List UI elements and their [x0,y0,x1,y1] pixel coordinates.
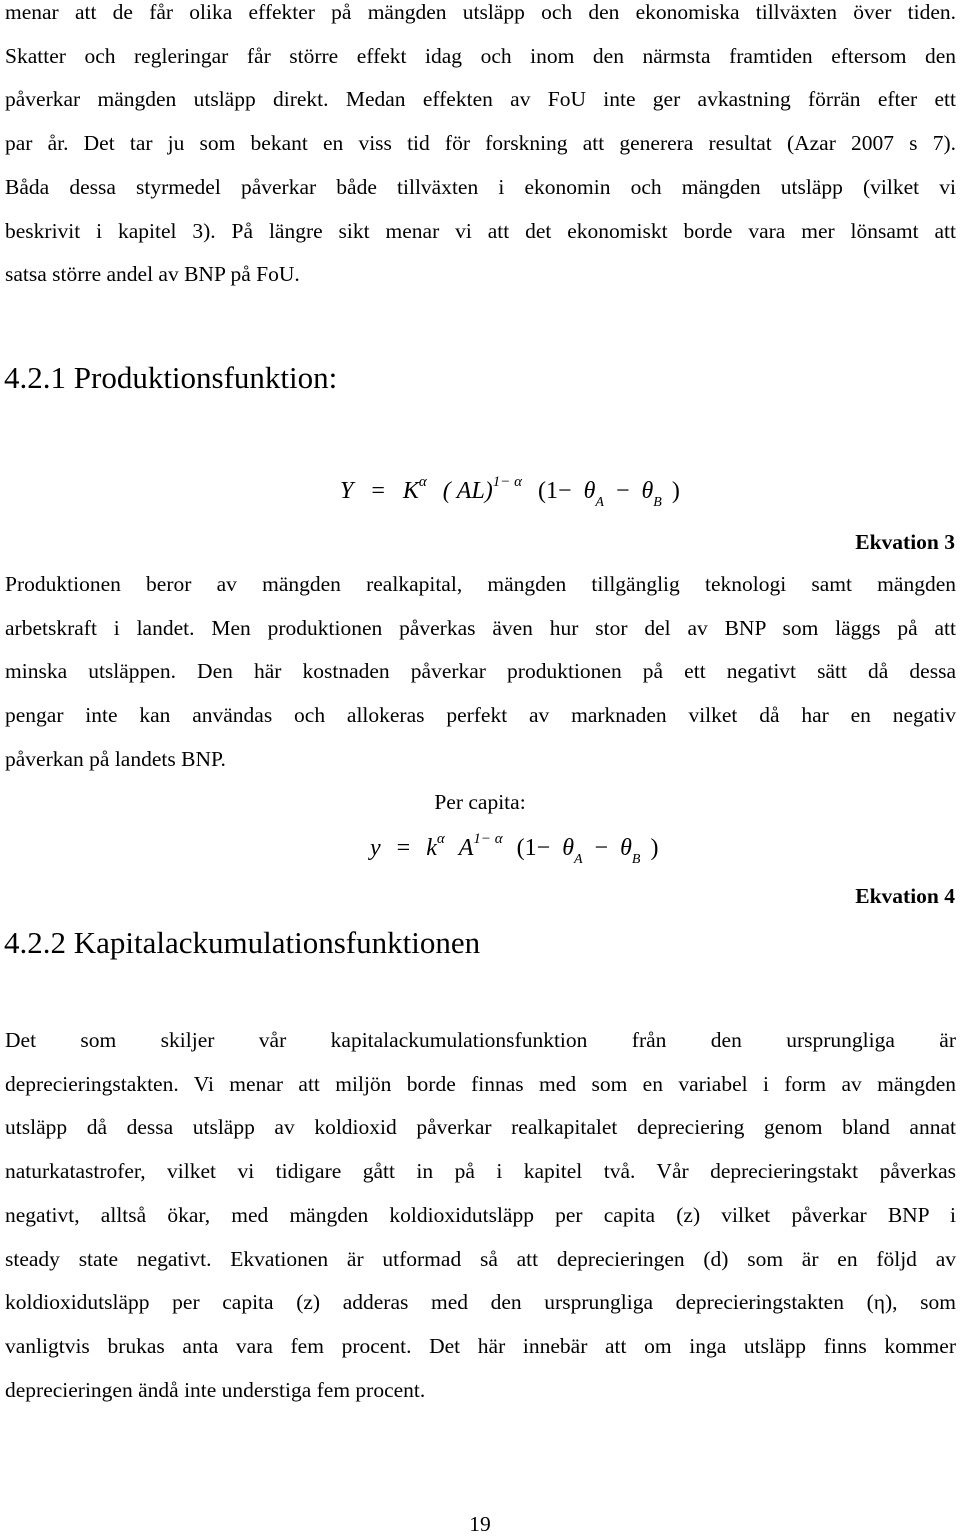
eq-symbol: = [371,478,385,504]
eq-symbol: A [458,835,474,861]
text-line: satsa större andel av BNP på FoU. [5,262,300,287]
equation-label: Ekvation 4 [855,884,955,908]
text-line: pengar inte kan användas och allokeras perfekt av marknaden vilket då har en negativ [5,703,956,728]
per-capita-equation [370,831,659,867]
text-line: Skatter och regleringar får större effekt idag och inom den närmsta framtiden eftersom den [5,43,956,68]
text-line: par år. Det tar ju som bekant en viss tid för forskning att generera resultat (Azar 2007 s 7). [5,131,956,156]
text-line: beskrivit i kapitel 3). På längre sikt menar vi att det ekonomiskt borde vara mer lönsamt att [5,218,956,243]
eq-exponent: α [418,474,427,490]
text-line: negativt, alltså ökar, med mängden koldioxidutsläpp per capita (z) vilket påverkar BNP i [5,1202,956,1227]
eq-symbol: − [615,478,630,504]
section-2-paragraph [5,1019,956,1412]
page-number: 19 [469,1512,491,1536]
eq-exponent: 1− α [492,474,523,490]
eq-subscript: B [653,495,662,510]
text-line: vanligtvis brukas anta vara fem procent. Det här innebär att om inga utsläpp finns kommer [5,1333,956,1358]
eq-symbol: ) [671,478,680,504]
text-line: deprecieringen ändå inte understiga fem procent. [5,1377,426,1402]
text-line: utsläpp då dessa utsläpp av koldioxid påverkar realkapitalet depreciering genom bland annat [5,1115,956,1140]
eq-symbol: K [402,478,419,504]
eq-symbol: θ [562,835,574,861]
eq-symbol: Y [340,478,354,504]
text-line: koldioxidutsläpp per capita (z) adderas med den ursprungliga deprecieringstakten (η), som [5,1290,956,1315]
eq-symbol: θ [620,835,632,861]
text-line: deprecieringstakten. Vi menar att miljön borde finnas med som en variabel i form av mängden [5,1071,956,1096]
eq-symbol: θ [583,478,596,504]
text-line: Det som skiljer vår kapitalackumulationsfunktion från den ursprungliga är [5,1028,956,1052]
text-line: naturkatastrofer, vilket vi tidigare gått in på i kapitel två. Vår deprecieringstakt påverkas [5,1159,956,1184]
text-line: menar att de får olika effekter på mängden utsläpp och den ekonomiska tillväxten över tiden. [5,0,956,24]
production-equation [340,474,680,510]
text-line: arbetskraft i landet. Men produktionen påverkas även hur stor del av BNP som läggs på att [5,615,956,640]
text-line: minska utsläppen. Den här kostnaden påverkar produktionen på ett negativt sätt då dessa [5,659,956,684]
eq-subscript: A [573,852,583,867]
eq-symbol: = [396,835,411,861]
eq-symbol: − [594,835,609,861]
eq-symbol: (1− [516,835,551,861]
section-1-paragraph [5,563,956,782]
eq-exponent: α [436,831,445,847]
text-line: Produktionen beror av mängden realkapital, mängden tillgänglig teknologi samt mängden [5,572,956,596]
text-line: påverkan på landets BNP. [5,746,226,771]
text-line: påverkar mängden utsläpp direkt. Medan effekten av FoU inte ger avkastning förrän efter ett [5,87,956,112]
equation-label: Ekvation 3 [855,530,955,554]
section-heading: 4.2.1 Produktionsfunktion: [4,360,338,395]
text-line: Båda dessa styrmedel påverkar både tillväxten i ekonomin och mängden utsläpp (vilket vi [5,174,956,199]
section-heading: 4.2.2 Kapitalackumulationsfunktionen [4,925,481,960]
eq-symbol: θ [641,478,654,504]
text-line: steady state negativt. Ekvationen är utformad så att deprecieringen (d) som är en följd av [5,1246,956,1271]
eq-symbol: y [370,835,381,861]
eq-symbol: ) [650,835,659,861]
per-capita-label: Per capita: [434,790,526,814]
eq-symbol: ( AL) [442,478,493,504]
eq-exponent: 1− α [473,831,503,847]
eq-subscript: B [631,852,641,867]
eq-symbol: k [426,835,437,861]
intro-paragraph [5,0,956,297]
eq-symbol: (1− [538,478,572,504]
eq-subscript: A [595,495,604,510]
